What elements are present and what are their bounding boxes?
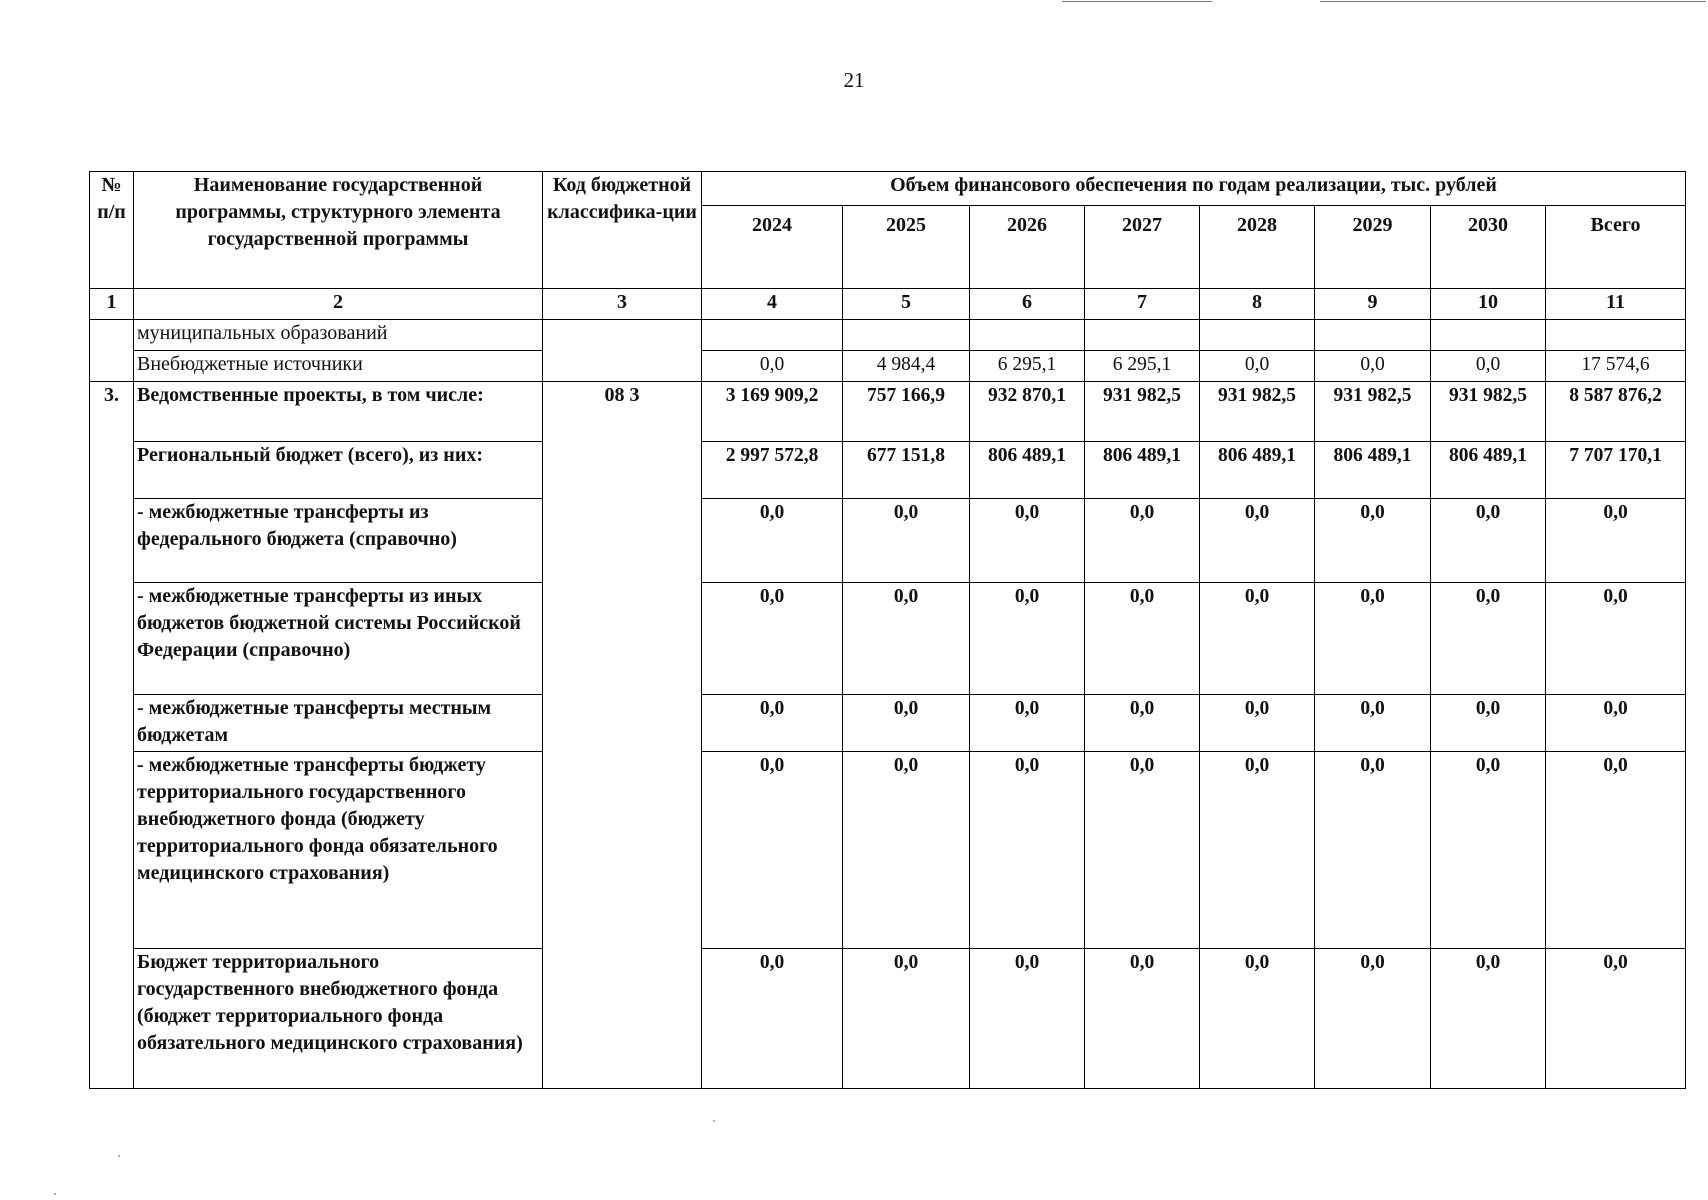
row-value: 931 982,5 — [1200, 382, 1315, 442]
row-value: 0,0 — [1431, 752, 1546, 949]
top-rule-left — [1062, 1, 1212, 2]
row-value: 0,0 — [1315, 499, 1431, 583]
row-value: 0,0 — [1085, 695, 1200, 752]
column-number: 6 — [970, 289, 1085, 320]
row-value: 0,0 — [843, 695, 970, 752]
row-value: 0,0 — [1431, 351, 1546, 382]
row-value: 17 574,6 — [1546, 351, 1686, 382]
scan-speck — [713, 1120, 715, 1122]
row-value: 0,0 — [970, 695, 1085, 752]
row-value: 0,0 — [1431, 949, 1546, 1089]
row-name: - межбюджетные трансферты из иных бюджетов бюджетной системы Российской Федерации (справочно) — [134, 583, 543, 695]
row-name: Ведомственные проекты, в том числе: — [134, 382, 543, 442]
row-value: 0,0 — [1200, 752, 1315, 949]
column-number: 1 — [90, 289, 134, 320]
row-value: 0,0 — [1315, 949, 1431, 1089]
row-value — [1431, 320, 1546, 351]
table-row — [90, 499, 1686, 583]
header-col-volume: Объем финансового обеспечения по годам реализации, тыс. рублей — [702, 172, 1686, 206]
row-value: 6 295,1 — [1085, 351, 1200, 382]
row-value: 931 982,5 — [1315, 382, 1431, 442]
row-value — [1085, 320, 1200, 351]
row-value: 0,0 — [1315, 695, 1431, 752]
row-value — [1315, 320, 1431, 351]
row-value: 0,0 — [1315, 752, 1431, 949]
row-name: - межбюджетные трансферты местным бюджетам — [134, 695, 543, 752]
row-budget-code: 08 3 — [543, 382, 702, 1089]
row-value: 0,0 — [1085, 499, 1200, 583]
row-value: 806 489,1 — [1431, 442, 1546, 499]
header-row-1 — [90, 172, 1686, 206]
row-value: 7 707 170,1 — [1546, 442, 1686, 499]
row-value: 806 489,1 — [1085, 442, 1200, 499]
row-value: 0,0 — [843, 583, 970, 695]
row-value: 0,0 — [970, 499, 1085, 583]
financing-table — [89, 171, 1686, 1089]
row-value — [843, 320, 970, 351]
row-value: 806 489,1 — [970, 442, 1085, 499]
row-value — [1546, 320, 1686, 351]
row-value: 0,0 — [1200, 499, 1315, 583]
row-value: 8 587 876,2 — [1546, 382, 1686, 442]
table-row — [90, 752, 1686, 949]
row-value: 0,0 — [843, 752, 970, 949]
header-year-2028: 2028 — [1200, 206, 1315, 289]
column-number: 8 — [1200, 289, 1315, 320]
row-name: - межбюджетные трансферты из федерального бюджета (справочно) — [134, 499, 543, 583]
table-row — [90, 949, 1686, 1089]
row-value: 931 982,5 — [1085, 382, 1200, 442]
row-name: Внебюджетные источники — [134, 351, 543, 382]
table-row — [90, 320, 1686, 351]
row-value — [702, 320, 843, 351]
row-value: 0,0 — [970, 583, 1085, 695]
row-name: - межбюджетные трансферты бюджету территориального государственного внебюджетного фонда (бюджету территориального фонда обязательного медицинского страхования) — [134, 752, 543, 949]
header-year-2029: 2029 — [1315, 206, 1431, 289]
row-value: 0,0 — [1200, 351, 1315, 382]
table-row — [90, 695, 1686, 752]
row-value: 2 997 572,8 — [702, 442, 843, 499]
column-number: 7 — [1085, 289, 1200, 320]
row-code-empty — [543, 320, 702, 382]
column-number: 11 — [1546, 289, 1686, 320]
row-name: Региональный бюджет (всего), из них: — [134, 442, 543, 499]
page-number: 21 — [843, 68, 865, 92]
row-value: 0,0 — [702, 695, 843, 752]
table-row — [90, 382, 1686, 442]
row-value: 0,0 — [1546, 583, 1686, 695]
header-year-2025: 2025 — [843, 206, 970, 289]
header-year-2030: 2030 — [1431, 206, 1546, 289]
row-value: 757 166,9 — [843, 382, 970, 442]
table-row — [90, 442, 1686, 499]
row-value: 0,0 — [1200, 949, 1315, 1089]
row-value: 0,0 — [970, 949, 1085, 1089]
header-col-name: Наименование государственной программы, структурного элемента государственной программы — [134, 172, 543, 289]
row-value — [970, 320, 1085, 351]
row-value: 0,0 — [1431, 695, 1546, 752]
header-year-2027: 2027 — [1085, 206, 1200, 289]
row-value: 932 870,1 — [970, 382, 1085, 442]
header-col-code: Код бюджетной классифика-ции — [543, 172, 702, 289]
row-value: 3 169 909,2 — [702, 382, 843, 442]
row-index-empty — [90, 320, 134, 382]
row-value: 0,0 — [702, 752, 843, 949]
row-value: 4 984,4 — [843, 351, 970, 382]
row-value: 0,0 — [1431, 583, 1546, 695]
row-value: 0,0 — [970, 752, 1085, 949]
header-year-2024: 2024 — [702, 206, 843, 289]
row-value: 0,0 — [1085, 949, 1200, 1089]
row-value: 0,0 — [1546, 695, 1686, 752]
row-value: 0,0 — [1085, 752, 1200, 949]
row-value: 0,0 — [702, 351, 843, 382]
row-value: 0,0 — [1546, 499, 1686, 583]
column-number: 3 — [543, 289, 702, 320]
row-name: Бюджет территориального государственного внебюджетного фонда (бюджет территориального фонда обязательного медицинского страхования) — [134, 949, 543, 1089]
scan-speck — [118, 1155, 120, 1157]
table-row — [90, 351, 1686, 382]
row-value: 0,0 — [1315, 583, 1431, 695]
header-year-total: Всего — [1546, 206, 1686, 289]
column-number: 2 — [134, 289, 543, 320]
row-index: 3. — [90, 382, 134, 1089]
row-value — [1200, 320, 1315, 351]
column-number: 10 — [1431, 289, 1546, 320]
top-rule-right — [1320, 1, 1706, 2]
row-value: 806 489,1 — [1200, 442, 1315, 499]
header-year-2026: 2026 — [970, 206, 1085, 289]
row-value: 0,0 — [702, 583, 843, 695]
row-value: 0,0 — [702, 499, 843, 583]
row-value: 0,0 — [1200, 695, 1315, 752]
column-number: 5 — [843, 289, 970, 320]
scan-speck — [54, 1193, 56, 1195]
column-number: 9 — [1315, 289, 1431, 320]
column-number-row — [90, 289, 1686, 320]
row-value: 0,0 — [843, 499, 970, 583]
row-value: 0,0 — [1085, 583, 1200, 695]
row-value: 0,0 — [1315, 351, 1431, 382]
column-number: 4 — [702, 289, 843, 320]
row-value: 0,0 — [1200, 583, 1315, 695]
row-value: 0,0 — [702, 949, 843, 1089]
row-value: 806 489,1 — [1315, 442, 1431, 499]
row-value: 0,0 — [1546, 949, 1686, 1089]
row-name: муниципальных образований — [134, 320, 543, 351]
table-row — [90, 583, 1686, 695]
row-value: 0,0 — [1546, 752, 1686, 949]
header-col-no: № п/п — [90, 172, 134, 289]
row-value: 0,0 — [843, 949, 970, 1089]
row-value: 6 295,1 — [970, 351, 1085, 382]
row-value: 0,0 — [1431, 499, 1546, 583]
row-value: 931 982,5 — [1431, 382, 1546, 442]
row-value: 677 151,8 — [843, 442, 970, 499]
